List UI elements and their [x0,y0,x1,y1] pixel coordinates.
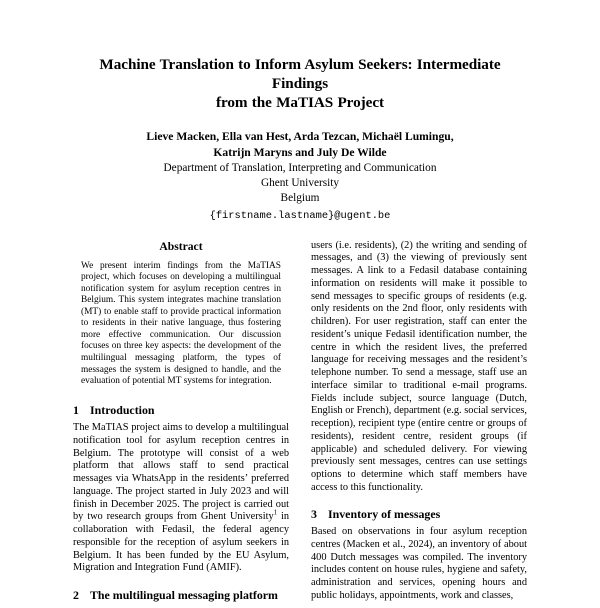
section-title-platform: The multilingual messaging platform [90,588,278,603]
section-heading-introduction [73,403,289,418]
footnote-marker: 1 [273,509,278,517]
section-heading-platform [73,588,289,603]
affiliation-department: Department of Translation, Interpreting and Communication [163,162,437,174]
section-title-inventory: Inventory of messages [328,506,441,521]
introduction-paragraph [73,422,289,575]
affiliation-university: Ghent University [260,177,340,190]
platform-continuation-paragraph: users (i.e. residents), (2) the writing and sending of messages, and (3) the viewing of previously sent messages. A link to a Fedasil database containing information on residents will make it possible to send messages to specific groups of residents (e.g. only residents on the 2nd floor, only residents with children). For user registration, staff can enter the resident’s unique Fedasil identification number, the centre in which the resident lives, the preferred language for receiving messages and the resident’s telephone number. To send a message, staff use an interface similar to traditional e-mail programs. Fields include subject, source language (Dutch, English or French), department (e.g. social services, reception), recipient type (entire centre or groups of residents), resident centre, resident groups (if applicable) and scheduled delivery. For viewing previously sent messages, centres can use settings options to determine which staff members have access to this functionality. [311,239,527,493]
introduction-text-part-2: in collaboration with Fedasil, the federal agency responsible for the reception of asylum seekers in Belgium. It has been funded by the EU Asylum, Migration and Integration Fund (AMIF). [73,511,289,574]
left-column [73,240,289,608]
section-heading-inventory [311,507,527,522]
page-title [73,55,527,112]
section-number-platform: 2 [73,588,79,603]
author-list [73,129,527,160]
affiliation-country: Belgium [280,192,320,205]
two-column-body [73,240,527,608]
abstract-heading: Abstract [159,239,203,253]
title-line-1: Machine Translation to Inform Asylum Seekers: Intermediate Findings [99,56,501,92]
section-title-introduction: Introduction [90,402,155,417]
author-line-1: Lieve Macken, Ella van Hest, Arda Tezcan, Michaël Lumingu, [146,130,454,143]
title-line-2: from the MaTIAS Project [215,94,385,111]
abstract-text: We present interim findings from the MaTIAS project, which focuses on developing a multilingual notification system for asylum reception centres in Belgium. This system integrates machine translation (MT) to enable staff to provide practical information to residents in their native language, thus fostering more effective communication. Our discussion focuses on three key aspects: the development of the multilingual messaging platform, the types of messages the system is designed to handle, and the evaluation of potential MT systems for integration. [81,260,281,387]
inventory-paragraph: Based on observations in four asylum reception centres (Macken et al., 2024), an inventory of about 400 Dutch messages was compiled. The inventory includes content on house rules, hygiene and safety, administration and services, opening hours and public holidays, appointments, work and classes, [311,526,527,601]
right-column [311,240,527,608]
author-line-2: Katrijn Maryns and July De Wilde [213,145,387,159]
introduction-text-part-1: The MaTIAS project aims to develop a multilingual notification tool for asylum reception centres in Belgium. The prototype will consist of a web platform that allows staff to send practical messages via WhatsApp in the residents’ preferred language. The project started in July 2023 and will finish in December 2025. The project is carried out by two research groups from Ghent University [73,422,289,523]
section-number-introduction: 1 [73,402,79,417]
affiliation-block [73,161,527,207]
contact-email: {firstname.lastname}@ugent.be [209,209,391,222]
section-number-inventory: 3 [311,506,317,521]
